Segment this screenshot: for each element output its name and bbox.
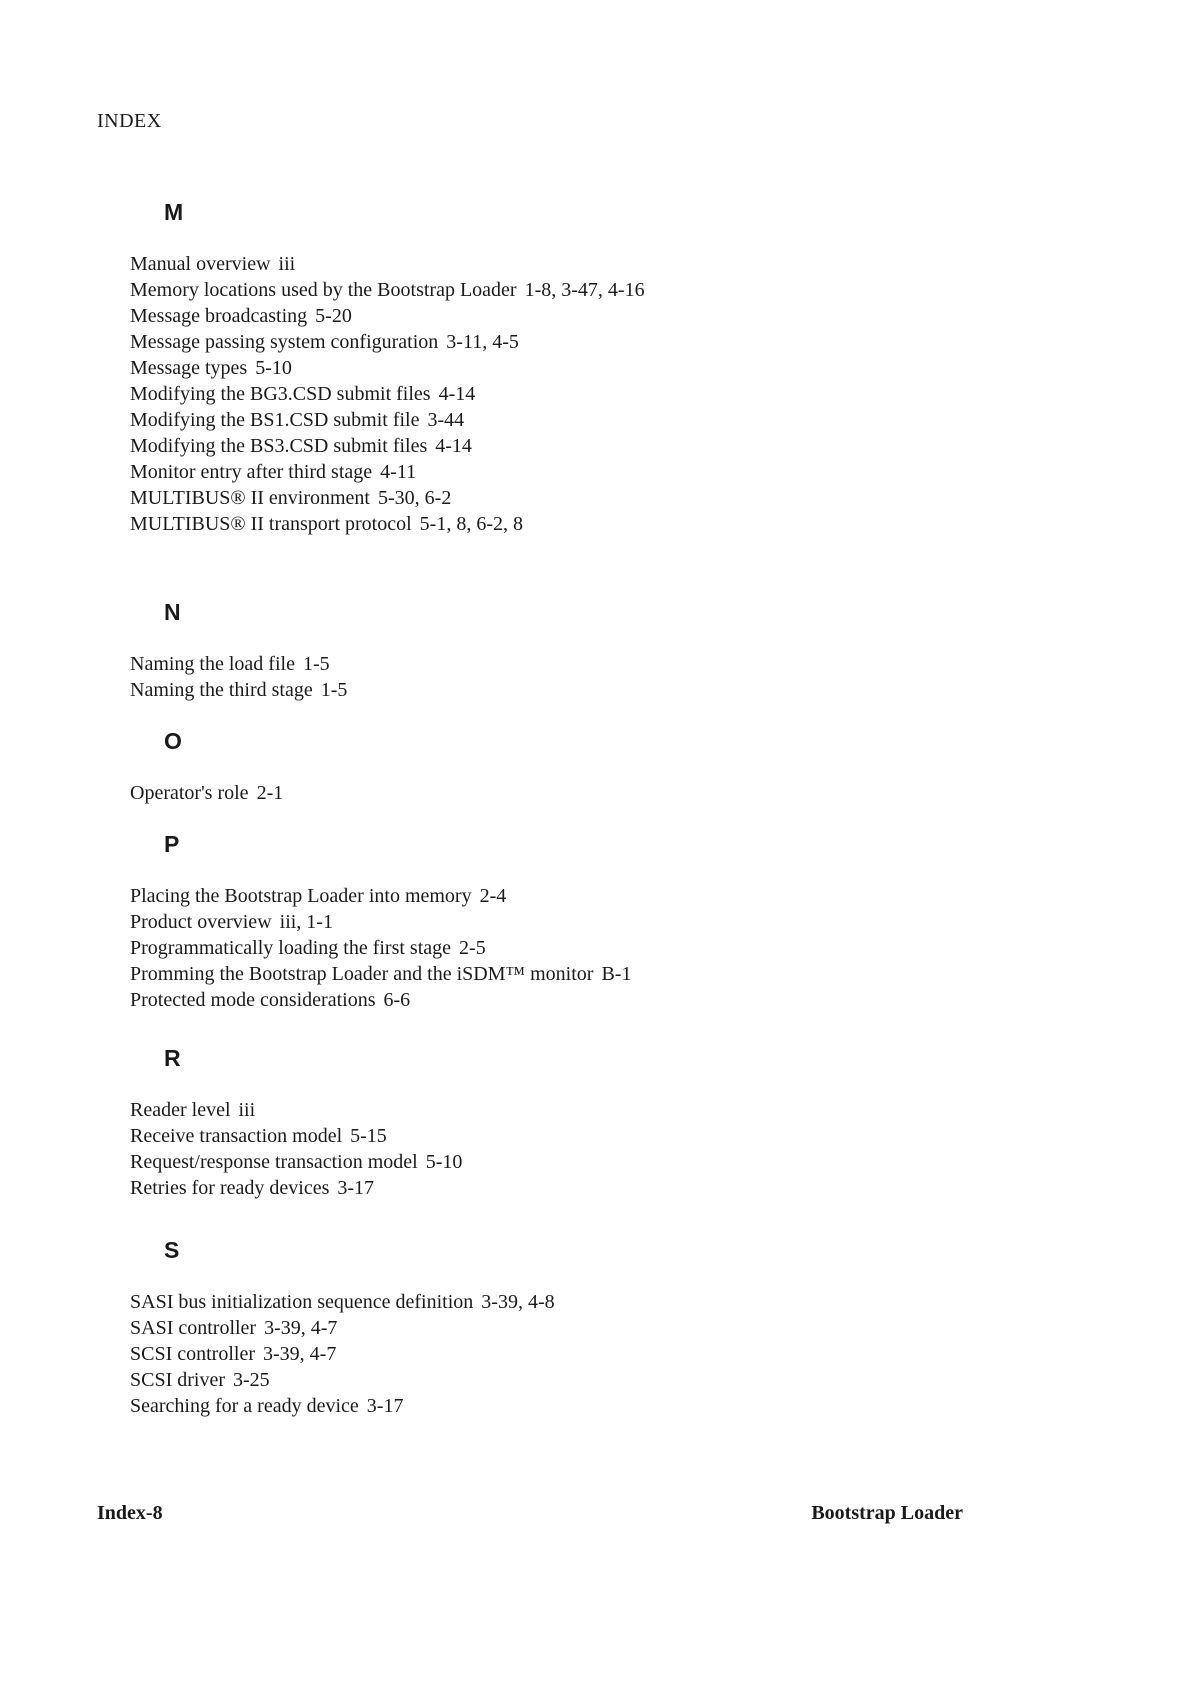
entry-term: Modifying the BS1.CSD submit file bbox=[130, 409, 420, 431]
page-number: Index-8 bbox=[97, 1502, 163, 1524]
index-entry bbox=[130, 433, 645, 459]
entry-refs: 5-20 bbox=[315, 305, 352, 327]
entry-term: Reader level bbox=[130, 1099, 231, 1121]
entry-term: Naming the third stage bbox=[130, 679, 313, 701]
entry-refs: 3-44 bbox=[427, 409, 465, 431]
entry-refs: iii bbox=[238, 1099, 256, 1121]
entry-term: Protected mode considerations bbox=[130, 989, 376, 1011]
book-title: Bootstrap Loader bbox=[811, 1502, 963, 1524]
entry-refs: 5-10 bbox=[425, 1151, 463, 1173]
entry-list bbox=[130, 780, 283, 806]
entry-term: Product overview bbox=[130, 911, 272, 933]
index-entry bbox=[130, 1367, 555, 1393]
index-entry bbox=[130, 1393, 555, 1419]
entry-refs: 5-10 bbox=[255, 357, 292, 379]
entry-refs: 3-25 bbox=[233, 1369, 270, 1391]
entry-term: Programmatically loading the first stage bbox=[130, 937, 452, 959]
entry-refs: 4-14 bbox=[435, 435, 472, 457]
entry-refs: 3-39, 4-7 bbox=[264, 1317, 338, 1339]
entry-term: SCSI driver bbox=[130, 1369, 225, 1391]
index-entry bbox=[130, 511, 645, 537]
index-entry bbox=[130, 651, 347, 677]
entry-term: MULTIBUS® II transport protocol bbox=[130, 513, 412, 535]
entry-term: Naming the load file bbox=[130, 653, 295, 675]
index-entry bbox=[130, 677, 347, 703]
index-entry bbox=[130, 303, 645, 329]
index-entry bbox=[130, 780, 283, 806]
entry-term: Request/response transaction model bbox=[130, 1151, 418, 1173]
entry-refs: 1-5 bbox=[320, 679, 348, 701]
running-head: INDEX bbox=[97, 110, 162, 132]
entry-term: SASI bus initialization sequence definition bbox=[130, 1291, 474, 1313]
index-entry bbox=[130, 1175, 462, 1201]
entry-list bbox=[130, 883, 631, 1013]
index-entry bbox=[130, 909, 631, 935]
entry-list bbox=[130, 651, 347, 703]
entry-list bbox=[130, 251, 645, 537]
entry-refs: 2-1 bbox=[256, 782, 284, 804]
entry-refs: 4-11 bbox=[380, 461, 417, 483]
entry-term: Modifying the BG3.CSD submit files bbox=[130, 383, 431, 405]
index-entry bbox=[130, 329, 645, 355]
entry-term: Operator's role bbox=[130, 782, 249, 804]
entry-term: Receive transaction model bbox=[130, 1125, 343, 1147]
entry-refs: 4-14 bbox=[438, 383, 476, 405]
entry-refs: 2-5 bbox=[459, 937, 486, 959]
entry-refs: B-1 bbox=[601, 963, 632, 985]
section-letter: O bbox=[164, 728, 182, 754]
entry-term: Promming the Bootstrap Loader and the iSDM™ monitor bbox=[130, 963, 594, 985]
entry-refs: 1-8, 3-47, 4-16 bbox=[524, 279, 645, 301]
entry-term: Memory locations used by the Bootstrap Loader bbox=[130, 279, 517, 301]
entry-refs: 3-39, 4-8 bbox=[481, 1291, 555, 1313]
section-letter: S bbox=[164, 1237, 180, 1263]
index-entry bbox=[130, 1289, 555, 1315]
index-entry bbox=[130, 883, 631, 909]
entry-term: Modifying the BS3.CSD submit files bbox=[130, 435, 428, 457]
index-entry bbox=[130, 1123, 462, 1149]
entry-term: Message broadcasting bbox=[130, 305, 308, 327]
entry-term: Message passing system configuration bbox=[130, 331, 439, 353]
entry-term: Retries for ready devices bbox=[130, 1177, 330, 1199]
index-entry bbox=[130, 277, 645, 303]
entry-list bbox=[130, 1289, 555, 1419]
entry-refs: 5-15 bbox=[350, 1125, 387, 1147]
index-entry bbox=[130, 355, 645, 381]
index-entry bbox=[130, 1149, 462, 1175]
index-entry bbox=[130, 1097, 462, 1123]
index-entry bbox=[130, 459, 645, 485]
entry-refs: 5-1, 8, 6-2, 8 bbox=[419, 513, 523, 535]
entry-list bbox=[130, 1097, 462, 1201]
entry-refs: 3-17 bbox=[337, 1177, 375, 1199]
entry-refs: 3-11, 4-5 bbox=[446, 331, 519, 353]
index-entry bbox=[130, 381, 645, 407]
index-entry bbox=[130, 251, 645, 277]
entry-refs: iii bbox=[278, 253, 296, 275]
entry-term: MULTIBUS® II environment bbox=[130, 487, 370, 509]
entry-term: Searching for a ready device bbox=[130, 1395, 359, 1417]
index-entry bbox=[130, 485, 645, 511]
entry-refs: iii, 1-1 bbox=[279, 911, 333, 933]
section-letter: R bbox=[164, 1045, 181, 1071]
entry-refs: 2-4 bbox=[479, 885, 507, 907]
index-entry bbox=[130, 935, 631, 961]
entry-refs: 1-5 bbox=[302, 653, 330, 675]
entry-term: SASI controller bbox=[130, 1317, 257, 1339]
entry-refs: 5-30, 6-2 bbox=[378, 487, 452, 509]
index-entry bbox=[130, 1341, 555, 1367]
entry-refs: 3-17 bbox=[366, 1395, 404, 1417]
entry-term: SCSI controller bbox=[130, 1343, 255, 1365]
section-letter: P bbox=[164, 831, 180, 857]
index-entry bbox=[130, 961, 631, 987]
entry-term: Manual overview bbox=[130, 253, 271, 275]
entry-refs: 3-39, 4-7 bbox=[263, 1343, 337, 1365]
index-entry bbox=[130, 407, 645, 433]
entry-term: Monitor entry after third stage bbox=[130, 461, 373, 483]
entry-refs: 6-6 bbox=[383, 989, 411, 1011]
entry-term: Placing the Bootstrap Loader into memory bbox=[130, 885, 472, 907]
index-entry bbox=[130, 1315, 555, 1341]
entry-term: Message types bbox=[130, 357, 248, 379]
index-entry bbox=[130, 987, 631, 1013]
section-letter: M bbox=[164, 199, 184, 225]
section-letter: N bbox=[164, 599, 181, 625]
